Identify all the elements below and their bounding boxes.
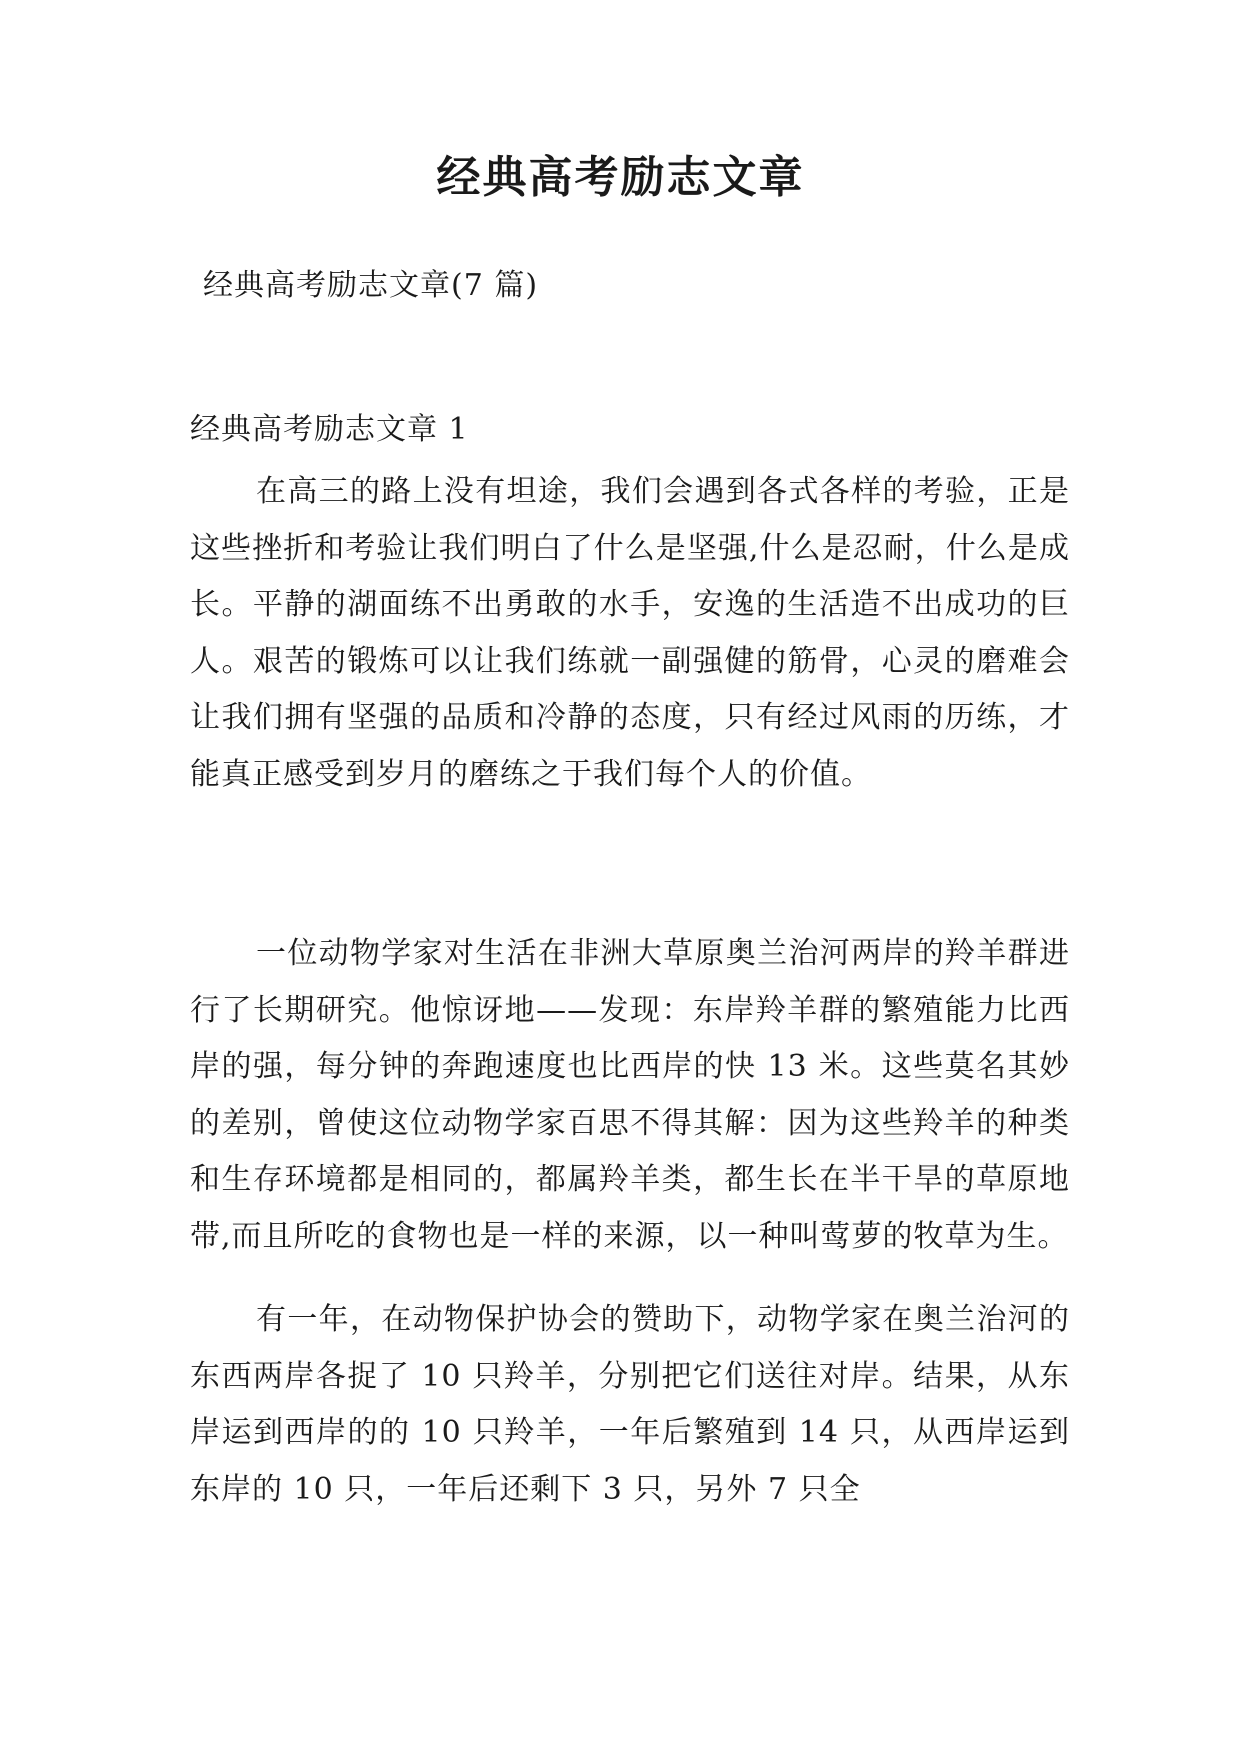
paragraph-3: 有一年，在动物保护协会的赞助下，动物学家在奥兰治河的东西两岸各捉了 10 只羚羊，分别把它们送往对岸。结果，从东岸运到西岸的的 10 只羚羊，一年后繁殖到 14 只，从西岸运到东岸的 10 只，一年后还剩下 3 只，另外 7 只全 [190,1302,1070,1507]
document-subtitle: 经典高考励志文章(7 篇) [203,268,539,303]
paragraph-2: 一位动物学家对生活在非洲大草原奥兰治河两岸的羚羊群进行了长期研究。他惊讶地——发现：东岸羚羊群的繁殖能力比西岸的强，每分钟的奔跑速度也比西岸的快 13 米。这些莫名其妙的差别，曾使这位动物学家百思不得其解：因为这些羚羊的种类和生存环境都是相同的，都属羚羊类，都生长在半干旱的草原地带,而且所吃的食物也是一样的来源，以一种叫莺萝的牧草为生。 [190,936,1070,1254]
paragraph-1: 在高三的路上没有坦途，我们会遇到各式各样的考验，正是这些挫折和考验让我们明白了什么是坚强,什么是忍耐，什么是成长。平静的湖面练不出勇敢的水手，安逸的生活造不出成功的巨人。艰苦的锻炼可以让我们练就一副强健的筋骨，心灵的磨难会让我们拥有坚强的品质和冷静的态度，只有经过风雨的历练，才能真正感受到岁月的磨练之于我们每个人的价值。 [190,474,1070,792]
section-heading: 经典高考励志文章 1 [190,412,469,447]
document-title: 经典高考励志文章 [436,152,805,203]
